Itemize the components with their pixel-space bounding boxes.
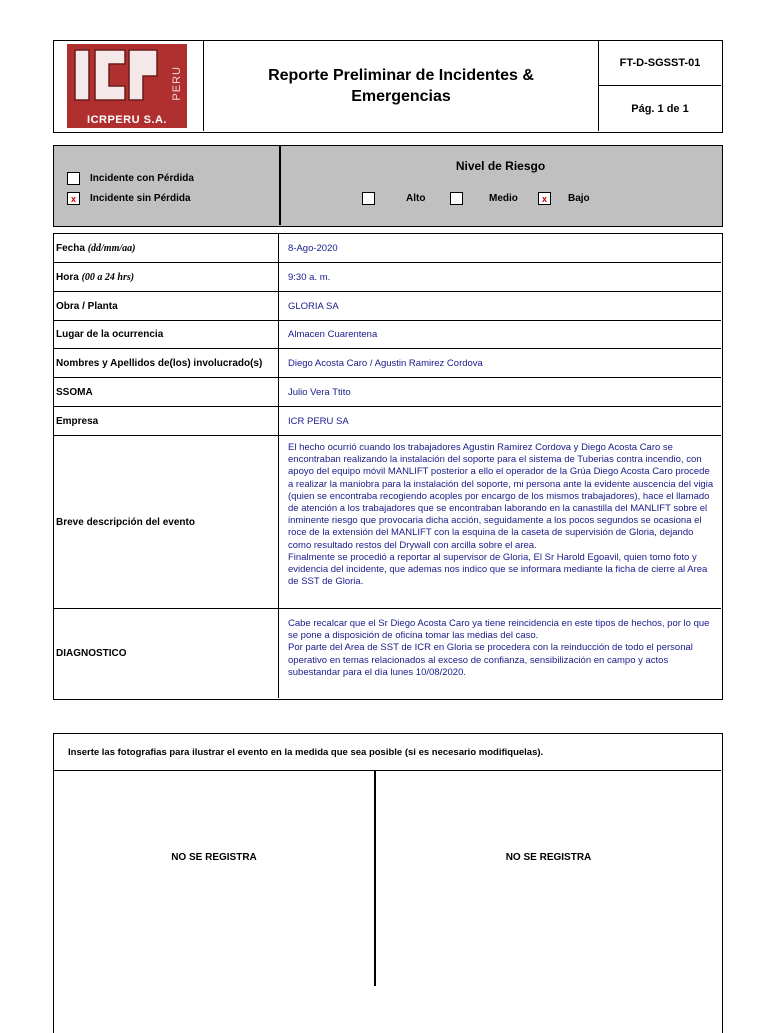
location-value[interactable]: Almacen Cuarentena (288, 329, 378, 340)
page-number: Pág. 1 de 1 (631, 102, 689, 115)
date-format-hint: (dd/mm/aa) (87, 242, 136, 254)
table-row (54, 407, 721, 436)
document-code: FT-D-SGSST-01 (599, 41, 721, 86)
logo-company-name: ICRPERU S.A. (87, 114, 167, 126)
icr-logo-mark (73, 48, 161, 104)
time-value[interactable]: 9:30 a. m. (288, 271, 331, 283)
document-title (204, 41, 599, 131)
table-row (54, 609, 721, 698)
photo-right-placeholder[interactable]: NO SE REGISTRA (505, 852, 592, 863)
date-label: Fecha (dd/mm/aa) (54, 234, 279, 262)
site-value[interactable]: GLORIA SA (288, 300, 339, 312)
photo-divider (374, 771, 376, 986)
company-value[interactable]: ICR PERU SA (288, 415, 349, 427)
diagnosis-value[interactable]: Cabe recalcar que el Sr Diego Acosta Caro ya tiene reincidencia en este tipos de hechos, por lo que se pone a disposición de oficina tomar las medias del caso. Por parte del Area de SST de ICR en Gloria se procedera con la reinducción de todo el personal operativo en temas relacionados al exceso de confianza, sensibilización en campo y actos subestandar para el día lunes 10/08/2020. (288, 618, 710, 678)
diagnosis-label: DIAGNOSTICO (54, 609, 279, 698)
risk-high-checkbox[interactable] (362, 192, 375, 205)
incident-details-table (53, 233, 723, 700)
logo-country: PERU (171, 66, 183, 101)
ssoma-label: SSOMA (54, 378, 279, 406)
date-value[interactable]: 8-Ago-2020 (288, 242, 338, 254)
title-line-2: Emergencias (351, 88, 451, 105)
document-header (53, 40, 723, 133)
section-divider (279, 146, 281, 225)
ssoma-value[interactable]: Julio Vera Ttito (288, 386, 351, 398)
title-line-1: Reporte Preliminar de Incidentes & (268, 67, 534, 84)
risk-medium-checkbox[interactable] (450, 192, 463, 205)
incident-without-loss-checkbox[interactable]: x (67, 192, 80, 205)
involved-label: Nombres y Apellidos de(los) involucrado(s) (54, 349, 279, 377)
time-format-hint: (00 a 24 hrs) (81, 271, 135, 283)
description-label: Breve descripción del evento (54, 436, 279, 608)
table-row (54, 234, 721, 263)
incident-with-loss-checkbox[interactable] (67, 172, 80, 185)
risk-level-title: Nivel de Riesgo (455, 159, 546, 173)
company-logo (67, 44, 187, 128)
incident-with-loss-label: Incidente con Pérdida (90, 173, 194, 184)
table-row (54, 263, 721, 292)
photo-instructions: Inserte las fotografias para ilustrar el evento en la medida que sea posible (si es necesario modifiquelas). (54, 734, 721, 771)
incident-without-loss-label: Incidente sin Pérdida (90, 193, 191, 204)
involved-value[interactable]: Diego Acosta Caro / Agustin Ramirez Cordova (288, 357, 483, 369)
risk-high-label: Alto (406, 193, 426, 204)
photo-section (53, 733, 723, 1033)
table-row (54, 436, 721, 609)
risk-low-label: Bajo (568, 193, 590, 204)
table-row (54, 292, 721, 321)
description-value[interactable]: El hecho ocurrió cuando los trabajadores Agustin Ramirez Cordova y Diego Acosta Caro se encontraban realizando la instalación del soporte para el sistema de Tuberias contra incendio, con apoyo del equipo móvil MANLIFT posterior a ello el operador de la Grúa Diego Acosta Caro procede a realizar la maniobra para la instalación del soporte, mi persona ante la evidente auscencia del vigia (quien se encontraba recogiendo acoples por encargo de los mismos trabajadores), hace el llamado de atención a los trabajadores que se encontraban laborando en la canastilla del MANLIFT sobre el inminente riesgo que provocaria dicha acción, seguidamente a los pocos segundos se ocasiona el roce de la extensión del MANLIFT con la esquina de la caseta de supervisión de Gloria, dejando como resultado restos del Drywall con arcilla sobre el area. Finalmente se procedió a reportar al supervisor de Gloria, El Sr Harold Egoavil, quien tomo foto y evidencia del incidente, que ademas nos indico que se informara mediante la ficha de cierre al Area de SST de Gloria. (288, 442, 714, 588)
location-label: Lugar de la ocurrencia (54, 321, 279, 348)
site-label: Obra / Planta (54, 292, 279, 320)
logo-cell (54, 41, 204, 131)
table-row (54, 349, 721, 378)
risk-medium-label: Medio (489, 193, 518, 204)
time-label: Hora (00 a 24 hrs) (54, 263, 279, 291)
risk-low-checkbox[interactable]: x (538, 192, 551, 205)
table-row (54, 321, 721, 349)
classification-section (53, 145, 723, 227)
photo-left-placeholder[interactable]: NO SE REGISTRA (171, 852, 257, 863)
table-row (54, 378, 721, 407)
company-label: Empresa (54, 407, 279, 435)
